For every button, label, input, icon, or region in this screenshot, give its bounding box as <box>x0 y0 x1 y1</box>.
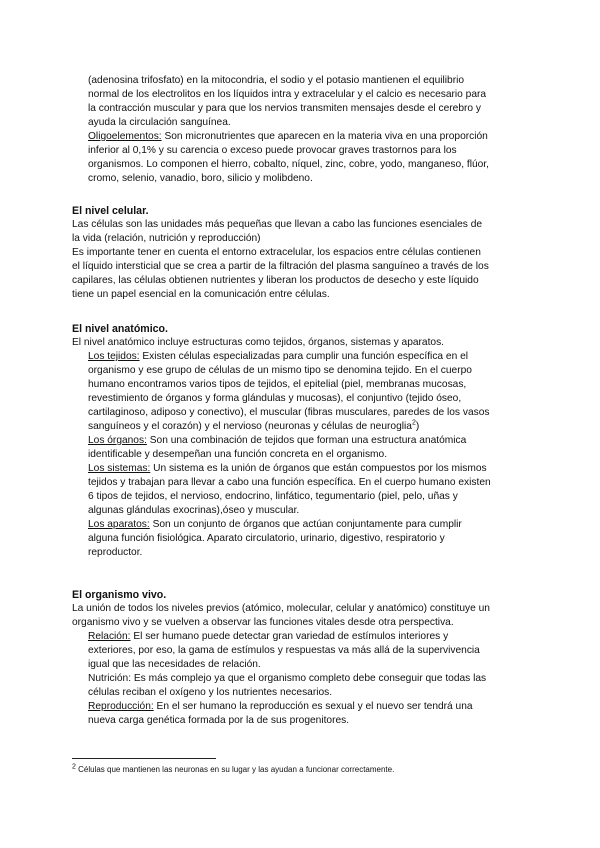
sistemas-label: Los sistemas: <box>88 463 151 474</box>
relacion-line <box>0 630 600 644</box>
intro-line: (adenosina trifosfato) en la mitocondria, el sodio y el potasio mantienen el equilibrio <box>88 75 465 86</box>
celular-line: el líquido intersticial que se crea a partir de la filtración del plasma sanguíneo a través de los <box>72 261 489 272</box>
sistemas-line: algunas glándulas exocrinas),óseo y muscular. <box>88 505 300 516</box>
relacion-line: igual que las necesidades de relación. <box>88 659 261 670</box>
tejidos-line: revestimiento de órganos y forma glándulas y mucosas), el conjuntivo (tejido óseo, <box>88 393 462 404</box>
tejidos-line: organismo y ese grupo de células de un mismo tipo se denomina tejido. En el cuerpo <box>88 365 472 376</box>
aparatos-line: alguna función fisiológica. Aparato circulatorio, urinario, digestivo, respiratorio y <box>88 533 445 544</box>
intro-line: normal de los electrolitos en los líquidos intra y extracelular y el calcio es necesario para <box>88 89 487 100</box>
footnote-divider <box>72 758 216 759</box>
oligo-line: organismos. Lo componen el hierro, cobalto, níquel, zinc, cobre, yodo, manganeso, flúor, <box>88 159 489 170</box>
section-celular <box>0 204 600 302</box>
tejidos-label: Los tejidos: <box>88 351 140 362</box>
aparatos-line: reproductor. <box>88 547 143 558</box>
reproduccion-label: Reproducción: <box>88 701 154 712</box>
aparatos-text: Son un conjunto de órganos que actúan conjuntamente para cumplir <box>149 519 462 530</box>
sistemas-line <box>0 462 600 476</box>
oligo-line: cromo, selenio, vanadio, boro, silicio y molibdeno. <box>88 173 313 184</box>
oligo-line: inferior al 0,1% y su carencia o exceso puede provocar graves trastornos para los <box>88 145 457 156</box>
celular-line: Es importante tener en cuenta el entorno extracelular, los espacios entre células contienen <box>72 247 481 258</box>
organismo-line: organismo vivo y se vuelven a observar las funciones vitales desde otra perspectiva. <box>72 617 454 628</box>
celular-line: capilares, las células obtienen nutrientes y liberan los productos de desecho y este líquido <box>72 275 479 286</box>
section-heading: El nivel anatómico. <box>72 323 168 335</box>
celular-line: Las células son las unidades más pequeñas que llevan a cabo las funciones esenciales de <box>72 219 483 230</box>
tejidos-text: sanguíneos y el corazón) y el nervioso (neuronas y células de neuroglia <box>88 421 412 432</box>
sistemas-line: 6 tipos de tejidos, el nervioso, endocrino, linfático, tegumentario (piel, pelo, uñas y <box>88 491 458 502</box>
reproduccion-line: nueva carga genética formada por la de sus progenitores. <box>88 715 350 726</box>
intro-line: la contracción muscular y para que los nervios transmiten mensajes desde el cerebro y <box>88 103 481 114</box>
nutricion-line: Nutrición: Es más complejo ya que el organismo completo debe conseguir que todas las <box>88 673 487 684</box>
tejidos-line: cartilaginoso, adiposo y conectivo), el muscular (fibras musculares, paredes de los vasos <box>88 407 490 418</box>
oligo-line <box>0 130 600 144</box>
tejidos-end: ) <box>415 421 420 432</box>
tejidos-text: Existen células especializadas para cumplir una función específica en el <box>139 351 468 362</box>
reproduccion-line <box>0 700 600 714</box>
tejidos-line: humano encontramos varios tipos de tejidos, el epitelial (piel, membranas mucosas, <box>88 379 467 390</box>
intro-block <box>0 74 600 186</box>
intro-line: ayuda la circulación sanguínea. <box>88 117 231 128</box>
anatomico-intro: El nivel anatómico incluye estructuras como tejidos, órganos, sistemas y aparatos. <box>72 337 445 348</box>
relacion-line: exteriores, por eso, la gama de estímulos y respuestas va más allá de la supervivencia <box>88 645 480 656</box>
footnote-number: 2 <box>72 763 76 771</box>
organismo-line: La unión de todos los niveles previos (atómico, molecular, celular y anatómico) constituye un <box>72 603 490 614</box>
tejidos-line <box>0 420 600 434</box>
section-heading: El organismo vivo. <box>72 589 167 601</box>
sistemas-line: tejidos y trabajan para llevar a cabo una función específica. En el cuerpo humano existen <box>88 477 491 488</box>
section-organismo <box>0 588 600 728</box>
oligo-label: Oligoelementos: <box>88 131 162 142</box>
footnote <box>72 764 394 775</box>
aparatos-label: Los aparatos: <box>88 519 150 530</box>
aparatos-line <box>0 518 600 532</box>
relacion-label: Relación: <box>88 631 131 642</box>
section-anatomico <box>0 322 600 560</box>
reproduccion-text: En el ser humano la reproducción es sexual y el nuevo ser tendrá una <box>153 701 473 712</box>
nutricion-line: células reciban el oxígeno y los nutrientes necesarios. <box>88 687 333 698</box>
organos-text: Son una combinación de tejidos que forman una estructura anatómica <box>146 435 467 446</box>
organos-line: identificable y desempeñan una función concreta en el organismo. <box>88 449 388 460</box>
footnote-ref: 2 <box>411 419 416 427</box>
footnote-text: Células que mantienen las neuronas en su lugar y las ayudan a funcionar correctamente. <box>75 765 395 774</box>
relacion-text: El ser humano puede detectar gran variedad de estímulos interiores y <box>130 631 449 642</box>
organos-label: Los órganos: <box>88 435 147 446</box>
sistemas-text: Un sistema es la unión de órganos que están compuestos por los mismos <box>150 463 487 474</box>
celular-line: tiene un papel esencial en la comunicación entre células. <box>72 289 330 300</box>
oligo-text: Son micronutrientes que aparecen en la materia viva en una proporción <box>161 131 488 142</box>
tejidos-line <box>0 350 600 364</box>
section-heading: El nivel celular. <box>72 205 149 217</box>
organos-line <box>0 434 600 448</box>
celular-line: la vida (relación, nutrición y reproducción) <box>72 233 261 244</box>
